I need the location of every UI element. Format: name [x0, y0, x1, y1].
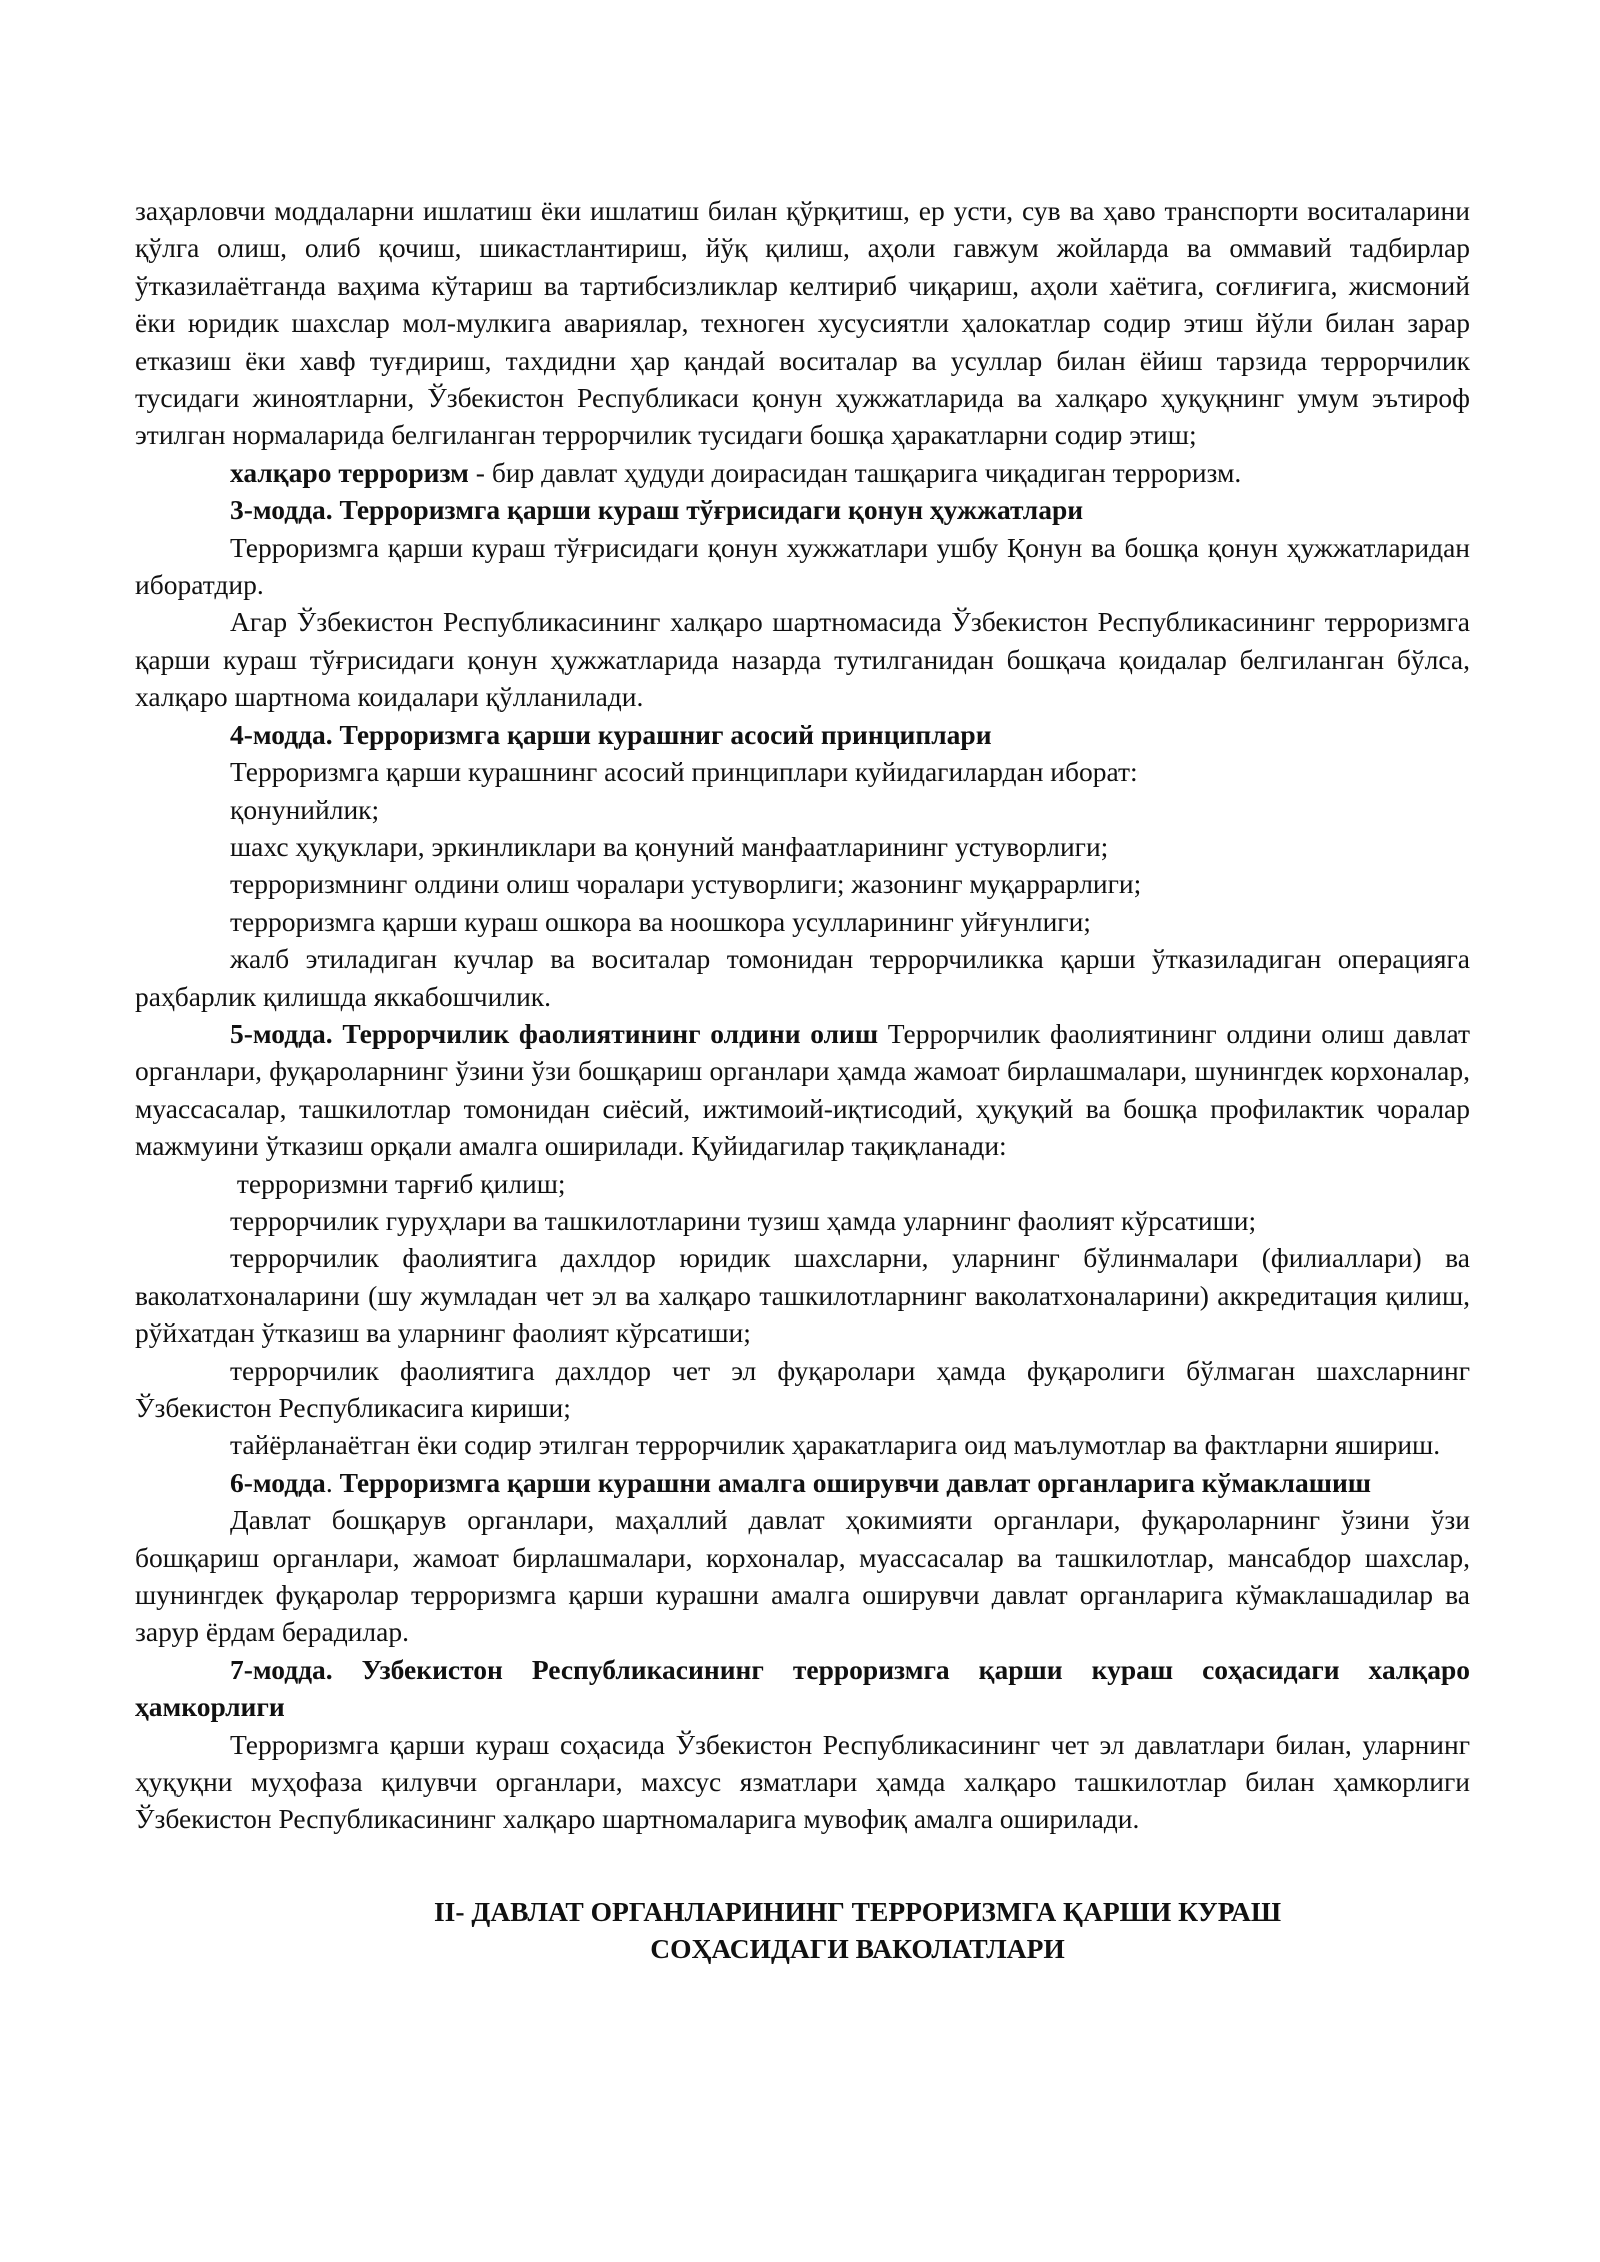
article-5-paragraph — [135, 1015, 1470, 1165]
article-5-item: терроризмни тарғиб қилиш; — [230, 1167, 566, 1199]
article-3-heading — [135, 491, 1470, 528]
article-4-intro: Терроризмга қарши курашнинг асосий принциплари куйидагилардан иборат: — [230, 756, 1138, 788]
article-4-item: терроризмга қарши кураш ошкора ва ноошкора усулларининг уйғунлиги; — [230, 905, 1091, 937]
intro-paragraph: заҳарловчи моддаларни ишлатиш ёки ишлатиш билан қўрқитиш, ер усти, сув ва ҳаво транспорти воситаларини қўлга олиш, олиб қочиш, шикастлантириш, йўқ қилиш, аҳоли гавжум жойларда ва оммавий тадбирлар ўтказилаётганда ваҳима кўтариш ва тартибсизликлар келтириб чиқариш, аҳоли хаётига, соғлиғига, жисмоний ёки юридик шахслар мол-мулкига авариялар, техноген хусусиятли ҳалокатлар содир этиш йўли билан зарар етказиш ёки хавф туғдириш, тахдидни ҳар қандай воситалар ва усуллар билан ёйиш тарзида террорчилик тусидаги жиноятларни, Ўзбекистон Республикаси қонун ҳужжатларида ва халқаро ҳуқуқнинг умум эътироф этилган нормаларида белгиланган террорчилик тусидаги бошқа ҳаракатларни содир этиш; — [135, 195, 1470, 451]
article-5-body: Террорчилик фаолиятининг олдини олиш давлат органлари, фуқароларнинг ўзини ўзи бошқариш органлари ҳамда жамоат бирлашмалари, шунингдек корхоналар, муассасалар, ташкилотлар томонидан сиёсий, ижтимоий-иқтисодий, ҳуқуқий ва бошқа профилактик чоралар мажмуини ўтказиш орқали амалга оширилади. Қуйидагилар тақиқланади: — [135, 1017, 1470, 1162]
section-title-line-1: II- ДАВЛАТ ОРГАНЛАРИНИНГ ТЕРРОРИЗМГА ҚАРШИ КУРАШ — [433, 1895, 1282, 1927]
article-6-heading — [135, 1464, 1470, 1501]
article-4-title: 4-модда. Терроризмга қарши курашниг асосий принциплари — [230, 718, 992, 750]
article-4-item: жалб этиладиган кучлар ва воситалар томонидан террорчиликка қарши ўтказиладиган операцияга раҳбарлик қилишда яккабошчилик. — [135, 943, 1470, 1012]
article-3-paragraph-2: Агар Ўзбекистон Республикасининг халқаро шартномасида Ўзбекистон Республикасининг терроризмга қарши кураш тўғрисидаги қонун ҳужжатларида назарда тутилганидан бошқача қоидалар белгиланган бўлса, халқаро шартнома коидалари қўлланилади. — [135, 606, 1470, 713]
article-6-number: 6-модда — [230, 1466, 326, 1498]
article-4-heading — [135, 716, 1470, 753]
section-spacer — [135, 1838, 1470, 1893]
article-5-item: террорчилик гуруҳлари ва ташкилотларини тузиш ҳамда уларнинг фаолият кўрсатиши; — [230, 1204, 1257, 1236]
article-4-item: қонунийлик; — [230, 793, 380, 825]
article-7-heading — [135, 1651, 1470, 1726]
definition-text: - бир давлат ҳудуди доирасидан ташқарига чиқадиган терроризм. — [468, 456, 1242, 488]
article-5-item: террорчилик фаолиятига дахлдор чет эл фуқаролари ҳамда фуқаролиги бўлмаган шахсларнинг Ўзбекистон Республикасига кириши; — [135, 1354, 1470, 1423]
article-5-title: 5-модда. Террорчилик фаолиятининг олдини олиш — [230, 1017, 879, 1049]
article-7-title: 7-модда. Узбекистон Республикасининг терроризмга қарши кураш соҳасидаги халқаро ҳамкорлиги — [135, 1653, 1470, 1723]
document-page — [135, 192, 1470, 1968]
article-4-item: терроризмнинг олдини олиш чоралари устуворлиги; жазонинг муқаррарлиги; — [230, 868, 1142, 900]
article-6-separator: . — [325, 1466, 340, 1498]
article-5-item: террорчилик фаолиятига дахлдор юридик шахсларни, уларнинг бўлинмалари (филиаллари) ва ваколатхоналарини (шу жумладан чет эл ва халқаро ташкилотларнинг ваколатхоналарини) аккредитация қилиш, рўйхатдан ўтказиш ва уларнинг фаолият кўрсатиши; — [135, 1242, 1470, 1349]
section-title-line-2: СОҲАСИДАГИ ВАКОЛАТЛАРИ — [650, 1933, 1065, 1965]
article-5-item: тайёрланаётган ёки содир этилган террорчилик ҳаракатларига оид маълумотлар ва фактларни яшириш. — [230, 1429, 1441, 1461]
article-3-title: 3-модда. Терроризмга қарши кураш тўғрисидаги қонун ҳужжатлари — [230, 494, 1084, 526]
international-terrorism-definition — [135, 454, 1470, 491]
article-6-title: Терроризмга қарши курашни амалга оширувчи давлат органларига кўмаклашиш — [339, 1466, 1372, 1498]
article-3-paragraph-1: Терроризмга қарши кураш тўғрисидаги қонун хужжатлари ушбу Қонун ва бошқа қонун ҳужжатларидан иборатдир. — [135, 531, 1470, 601]
term-international-terrorism: халқаро терроризм — [230, 456, 469, 488]
article-7-body: Терроризмга қарши кураш соҳасида Ўзбекистон Республикасининг чет эл давлатлари билан, уларнинг ҳуқуқни муҳофаза қилувчи органлари, махсус язматлари ҳамда халқаро ташкилотлар билан ҳамкорлиги Ўзбекистон Республикасининг халқаро шартномаларига мувофиқ амалга оширилади. — [135, 1728, 1470, 1835]
article-6-body: Давлат бошқарув органлари, маҳаллий давлат ҳокимияти органлари, фуқароларнинг ўзини ўзи бошқариш органлари, жамоат бирлашмалари, корхоналар, муассасалар ва ташкилотлар, мансабдор шахслар, шунингдек фуқаролар терроризмга қарши курашни амалга оширувчи давлат органларига кўмаклашадилар ва зарур ёрдам берадилар. — [135, 1504, 1470, 1648]
article-4-item: шахс ҳуқуклари, эркинликлари ва қонуний манфаатларининг устуворлиги; — [230, 830, 1109, 862]
